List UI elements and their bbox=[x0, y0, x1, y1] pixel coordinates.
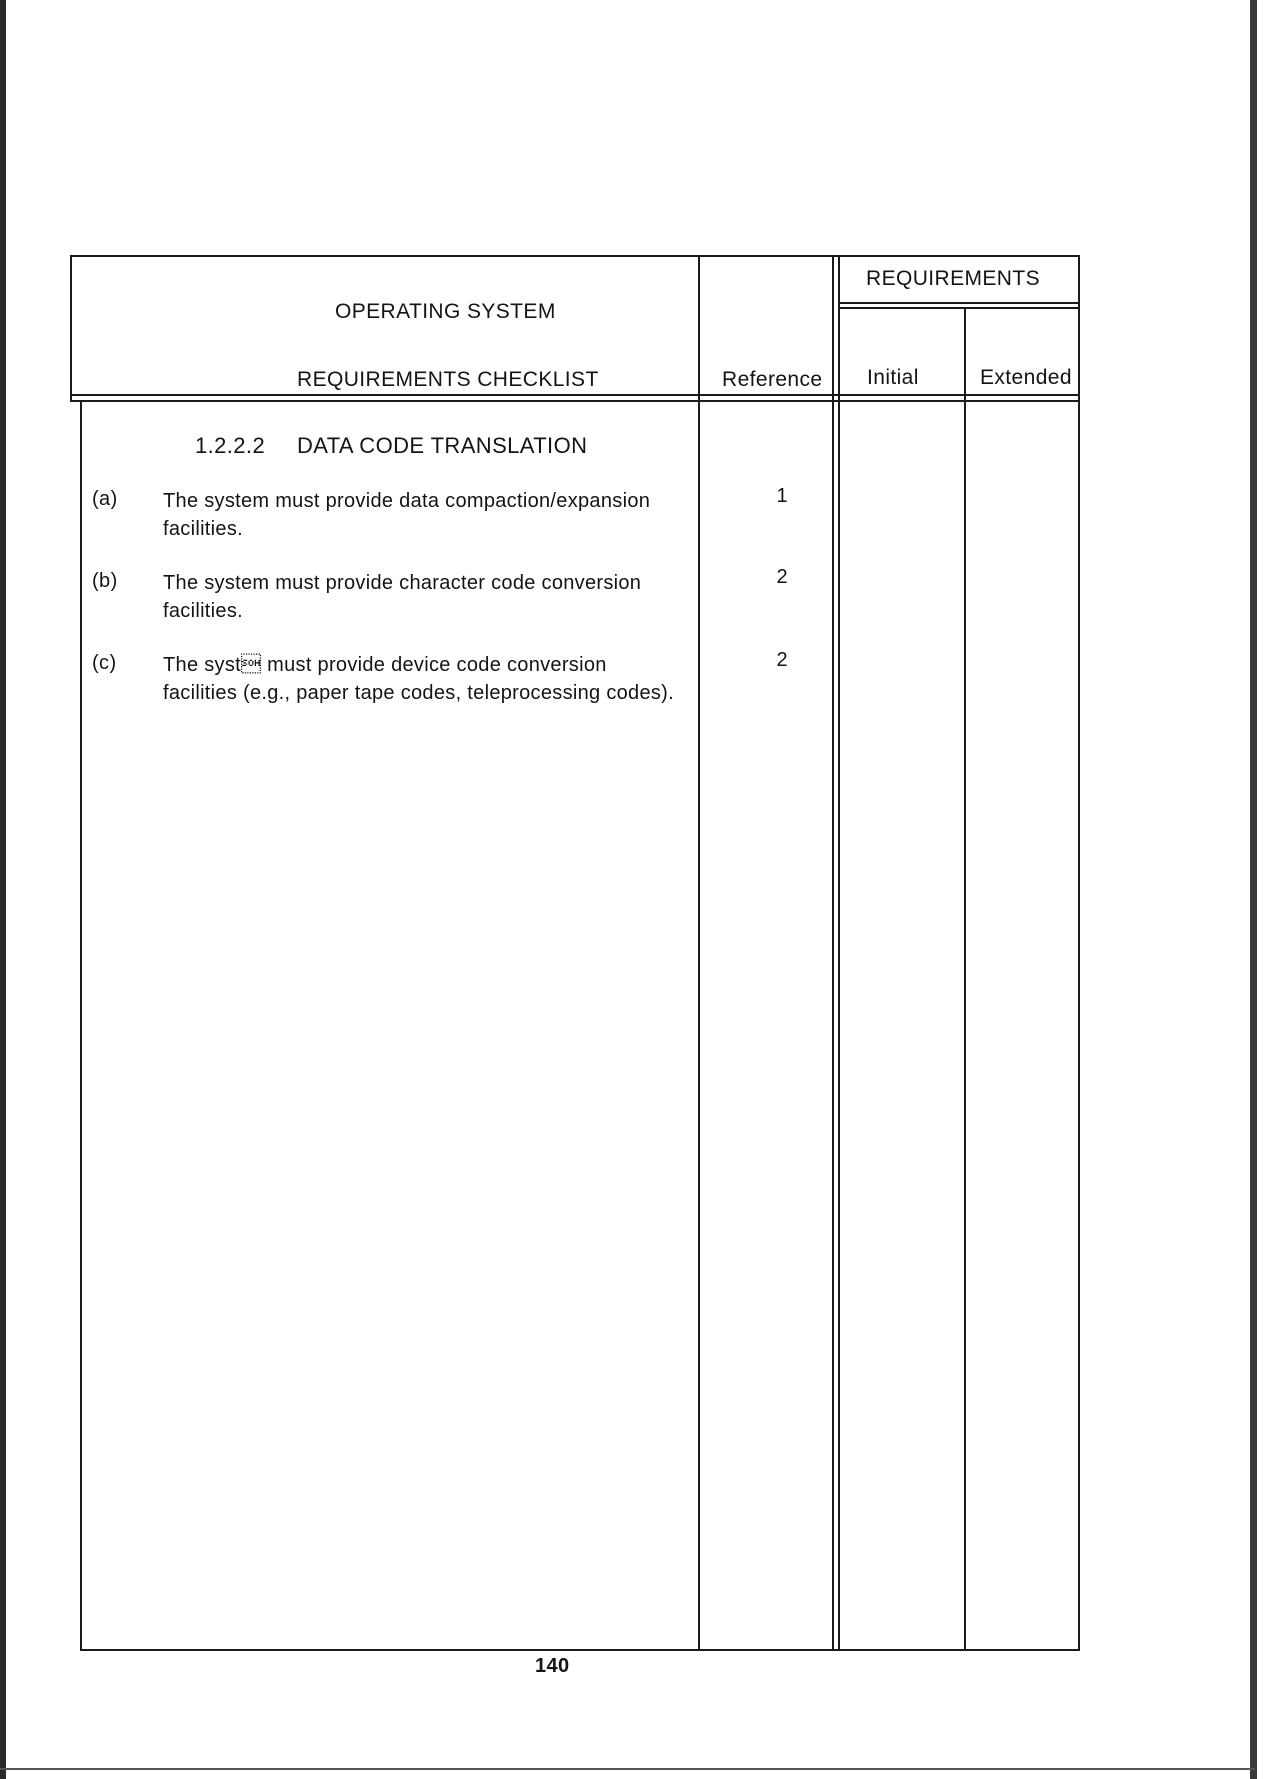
col-divider-reference bbox=[698, 255, 700, 1651]
table-bottom-border bbox=[80, 1649, 1080, 1651]
item-text-b: The system must provide character code conversion facilities. bbox=[163, 572, 642, 622]
checklist-table bbox=[70, 255, 1080, 1651]
section-title: DATA CODE TRANSLATION bbox=[297, 433, 588, 458]
item-reference-a: 1 bbox=[776, 485, 788, 507]
header-separator-2 bbox=[70, 400, 1080, 402]
header-extended: Extended bbox=[980, 366, 1072, 389]
table-left-border-lower bbox=[80, 400, 82, 1651]
header-reference: Reference bbox=[722, 368, 823, 391]
item-label-b: (b) bbox=[92, 570, 118, 592]
item-label-c: (c) bbox=[92, 652, 117, 674]
requirements-underline-2 bbox=[838, 307, 1080, 309]
table-right-border bbox=[1078, 255, 1080, 1651]
header-separator-1 bbox=[70, 394, 1080, 396]
item-reference-b: 2 bbox=[776, 566, 788, 588]
header-requirements: REQUIREMENTS bbox=[866, 267, 1040, 290]
header-title-line1: OPERATING SYSTEM bbox=[335, 300, 556, 323]
page-number: 140 bbox=[535, 1655, 570, 1677]
col-divider-requirements-1 bbox=[832, 255, 834, 1651]
header-initial: Initial bbox=[867, 366, 919, 389]
item-reference-c: 2 bbox=[776, 649, 788, 671]
item-text-a: The system must provide data compaction/expansion facilities. bbox=[163, 490, 651, 540]
item-text-c: The syst must provide device code conversion facilities (e.g., paper tape codes, teleprocessing codes). bbox=[163, 654, 675, 704]
requirements-underline-1 bbox=[838, 302, 1080, 304]
item-label-a: (a) bbox=[92, 488, 118, 510]
col-divider-extended bbox=[964, 308, 966, 1651]
scan-right-edge bbox=[1250, 0, 1257, 1779]
header-title-line2: REQUIREMENTS CHECKLIST bbox=[297, 368, 599, 391]
table-top-border bbox=[70, 255, 1080, 257]
section-number: 1.2.2.2 bbox=[195, 433, 266, 458]
table-left-border bbox=[70, 255, 72, 400]
col-divider-requirements-2 bbox=[838, 255, 840, 1651]
scan-left-edge bbox=[0, 0, 6, 1779]
scan-bottom-edge bbox=[0, 1768, 1255, 1770]
